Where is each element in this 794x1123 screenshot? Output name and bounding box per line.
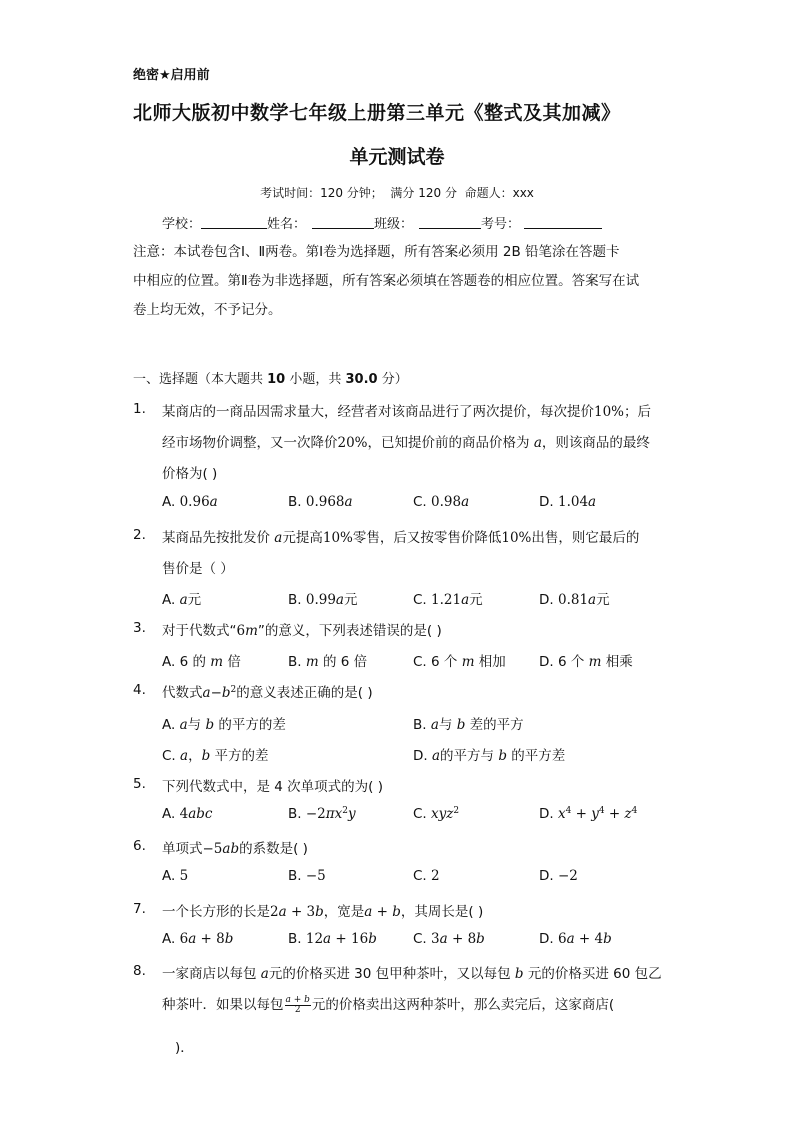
- math: +: [372, 904, 393, 920]
- math-var: a: [179, 717, 188, 733]
- option-text: C. 6 个: [413, 654, 462, 670]
- math-exponent: 4: [598, 806, 605, 816]
- option-text: A.: [162, 717, 180, 733]
- math-var: b: [315, 904, 324, 920]
- option-text: D. 6 个: [539, 654, 589, 670]
- question-number: 6.: [133, 838, 146, 854]
- math: 10%: [594, 404, 625, 420]
- option-value: 5: [179, 868, 189, 884]
- text: 元提高: [282, 530, 323, 546]
- math-var: a: [209, 494, 218, 510]
- option-d[interactable]: [539, 931, 612, 947]
- option-label: C.: [413, 806, 432, 822]
- math: + 8: [196, 931, 225, 947]
- option-text: 与: [187, 717, 206, 733]
- math-var: b: [368, 931, 377, 947]
- math-var: π: [325, 806, 335, 822]
- option-label: A.: [162, 494, 176, 510]
- option-value: 0.968: [305, 494, 345, 510]
- option-c[interactable]: [413, 931, 485, 947]
- question-text: [162, 993, 614, 1015]
- question-text: 下列代数式中，是 4 次单项式的为( ): [162, 779, 383, 795]
- math: −2: [305, 806, 326, 822]
- math-exponent: 2: [230, 685, 237, 695]
- notice-line: 注意：本试卷包含Ⅰ、Ⅱ两卷。第Ⅰ卷为选择题，所有答案必须用 2B 铅笔涂在答题卡: [133, 244, 620, 260]
- question-text: [162, 681, 373, 701]
- question-text: [162, 900, 483, 920]
- section-count: 10: [267, 372, 286, 387]
- option-d[interactable]: [539, 588, 610, 608]
- text: 一个长方形的长是: [162, 904, 270, 920]
- option-a[interactable]: [162, 806, 212, 822]
- option-b[interactable]: [288, 650, 367, 670]
- option-label: A.: [162, 806, 180, 822]
- text: 单项式: [162, 841, 203, 857]
- option-text: 相乘: [601, 654, 633, 670]
- math-var: a: [588, 592, 597, 608]
- option-label: D.: [539, 806, 558, 822]
- section-suffix: 分）: [377, 372, 408, 387]
- class-label: 班级：: [374, 217, 414, 232]
- notice-line: 中相应的位置。第Ⅱ卷为非选择题，所有答案必须填在答题卷的相应位置。答案写在试: [133, 273, 640, 289]
- option-label: D.: [539, 494, 554, 510]
- math-var: b: [498, 748, 507, 764]
- math-var: a: [278, 904, 287, 920]
- math-var: a: [323, 931, 332, 947]
- option-text: 的平方的差: [214, 717, 286, 733]
- school-label: 学校：: [162, 217, 202, 232]
- option-b[interactable]: [288, 931, 377, 947]
- option-value: 1.21: [431, 592, 462, 608]
- math-var: a: [179, 592, 188, 608]
- class-blank[interactable]: [419, 215, 481, 229]
- math-var: a: [461, 494, 470, 510]
- option-value: 0.98: [431, 494, 462, 510]
- option-value: 0.99: [305, 592, 336, 608]
- option-text: 差的平方: [465, 717, 524, 733]
- option-text: C.: [162, 748, 181, 764]
- option-text: 的 6 倍: [318, 654, 368, 670]
- math-var: a: [431, 748, 441, 764]
- math: 20%: [337, 435, 368, 451]
- exam-info: 考试时间：120 分钟； 满分 120 分 命题人：xxx: [260, 186, 534, 200]
- option-label: C.: [413, 592, 427, 608]
- math: 6: [557, 931, 567, 947]
- text: ”的意义，下列表述错误的是( ): [257, 623, 442, 639]
- math: + 16: [331, 931, 369, 947]
- option-value: −5: [305, 868, 326, 884]
- math: 10%: [501, 530, 532, 546]
- math-exponent: 4: [565, 806, 572, 816]
- section-middle: 小题，共: [285, 372, 346, 387]
- name-label: 姓名：: [267, 217, 307, 232]
- math-var: abc: [188, 806, 213, 822]
- option-label: B.: [288, 806, 306, 822]
- math-var: a: [344, 494, 353, 510]
- math: 2: [270, 904, 279, 920]
- question-text: [162, 962, 662, 982]
- option-a[interactable]: [162, 588, 201, 608]
- option-label: A.: [162, 868, 180, 884]
- option-text: D.: [413, 748, 432, 764]
- math-var: b: [603, 931, 612, 947]
- option-b[interactable]: [288, 494, 353, 510]
- question-text: [162, 619, 442, 639]
- math-var: x: [557, 806, 566, 822]
- text: 代数式: [162, 685, 203, 701]
- math-var: b: [224, 931, 234, 947]
- option-label: A.: [162, 931, 180, 947]
- option-label: D.: [539, 868, 558, 884]
- option-c[interactable]: [413, 494, 469, 510]
- math-var: m: [245, 623, 258, 639]
- option-value: 元: [187, 592, 202, 608]
- option-text: 的平方差: [507, 748, 566, 764]
- student-fields: [162, 213, 602, 232]
- math-var: y: [348, 806, 356, 822]
- math-var: a: [364, 904, 373, 920]
- option-label: D.: [539, 592, 554, 608]
- question-number: 5.: [133, 776, 146, 792]
- text: 元的价格卖出这两种茶叶，那么卖完后，这家商店(: [311, 997, 615, 1013]
- option-b[interactable]: [413, 713, 524, 733]
- math-exponent: 2: [453, 806, 460, 816]
- math-var: a: [335, 592, 344, 608]
- option-text: B.: [413, 717, 431, 733]
- math: + 3: [286, 904, 316, 920]
- math-exponent: 2: [342, 806, 348, 816]
- unit: 元: [343, 592, 358, 608]
- math-var: xyz: [431, 806, 454, 822]
- math-var: b: [201, 748, 211, 764]
- option-value: 0.81: [557, 592, 589, 608]
- text: ，其周长是( ): [400, 904, 484, 920]
- math: 6: [236, 623, 246, 639]
- option-text: 倍: [223, 654, 241, 670]
- option-b[interactable]: [288, 806, 356, 822]
- option-a[interactable]: [162, 650, 241, 670]
- option-text: 平方的差: [210, 748, 269, 764]
- option-value: 0.96: [179, 494, 210, 510]
- math: 4: [179, 806, 189, 822]
- option-value: 1.04: [557, 494, 589, 510]
- option-d[interactable]: [539, 868, 578, 884]
- option-a[interactable]: [162, 494, 218, 510]
- text: 的意义表述正确的是( ): [236, 685, 373, 701]
- option-value: 2: [431, 868, 440, 884]
- math-var: y: [591, 806, 599, 822]
- text: 元的价格买进 60 包乙: [523, 966, 662, 982]
- question-text: 价格为( ): [162, 466, 218, 482]
- math-exponent: 4: [631, 806, 638, 816]
- option-text: 与: [438, 717, 457, 733]
- notice-line: 卷上均无效，不予记分。: [133, 302, 282, 318]
- text: 的系数是( ): [239, 841, 308, 857]
- math-var: a: [461, 592, 470, 608]
- question-text: [162, 400, 651, 420]
- text: ，宽是: [323, 904, 365, 920]
- math: 12: [305, 931, 324, 947]
- option-d[interactable]: [539, 650, 633, 670]
- math: −: [210, 685, 222, 701]
- math-var: b: [476, 931, 485, 947]
- text: ，已知提价前的商品价格为: [367, 435, 534, 451]
- text: 一家商店以每包: [162, 966, 261, 982]
- option-label: C.: [413, 931, 432, 947]
- math-var: a: [188, 931, 197, 947]
- math-var: b: [392, 904, 401, 920]
- text: ，则该商品的最终: [541, 435, 650, 451]
- option-label: C.: [413, 494, 427, 510]
- question-number: 7.: [133, 901, 146, 917]
- option-text: A. 6 的: [162, 654, 211, 670]
- option-c[interactable]: [413, 650, 506, 670]
- math-var: b: [514, 966, 524, 982]
- secret-label: 绝密★启用前: [133, 68, 210, 83]
- option-label: B.: [288, 868, 306, 884]
- option-label: B.: [288, 592, 302, 608]
- question-text: [162, 431, 650, 451]
- option-d[interactable]: [539, 806, 637, 822]
- math-var: b: [205, 717, 215, 733]
- number-label: 考号：: [481, 217, 521, 232]
- question-text: [162, 837, 308, 857]
- option-text: 相加: [474, 654, 506, 670]
- math-var: b: [456, 717, 466, 733]
- option-a[interactable]: [162, 713, 286, 733]
- math: 10%: [322, 530, 353, 546]
- math: +: [604, 806, 625, 822]
- question-text: )．: [175, 1040, 194, 1056]
- math-var: a: [430, 717, 439, 733]
- math-var: m: [210, 654, 224, 670]
- section-heading: [133, 368, 408, 387]
- math-var: a: [274, 530, 283, 546]
- math-var: m: [588, 654, 602, 670]
- math-var: a: [439, 931, 448, 947]
- text: 种茶叶．如果以每包: [162, 997, 284, 1013]
- notice-block: [133, 238, 663, 325]
- math: 3: [431, 931, 440, 947]
- math: +: [571, 806, 592, 822]
- math: 6: [179, 931, 189, 947]
- exam-subtitle: 单元测试卷: [349, 146, 445, 168]
- text: 出售，则它最后的: [531, 530, 640, 546]
- question-number: 3.: [133, 620, 146, 636]
- question-text: 售价是（ ）: [162, 561, 234, 577]
- option-label: A.: [162, 592, 176, 608]
- math-var: a: [202, 685, 211, 701]
- option-b[interactable]: [288, 868, 326, 884]
- math-var: m: [305, 654, 319, 670]
- question-number: 4.: [133, 682, 146, 698]
- text: 某商品先按批发价: [162, 530, 275, 546]
- question-number: 2.: [133, 527, 146, 543]
- option-b[interactable]: [288, 588, 357, 608]
- school-blank[interactable]: [201, 215, 267, 229]
- option-value: −2: [557, 868, 578, 884]
- section-score: 30.0: [345, 372, 378, 387]
- unit: 元: [596, 592, 610, 608]
- option-d[interactable]: [539, 494, 596, 510]
- unit: 元: [469, 592, 483, 608]
- math: + 8: [447, 931, 477, 947]
- option-label: C.: [413, 868, 432, 884]
- math-var: m: [461, 654, 475, 670]
- question-text: [162, 526, 639, 546]
- math-var: a: [180, 748, 189, 764]
- option-text: 的平方与: [440, 748, 499, 764]
- fraction-numerator: a + b: [285, 994, 310, 1005]
- option-text: B.: [288, 654, 306, 670]
- math-var: a: [566, 931, 575, 947]
- math-var: a: [260, 966, 269, 982]
- option-d[interactable]: [413, 744, 565, 764]
- option-c[interactable]: [413, 588, 483, 608]
- option-c[interactable]: [413, 868, 440, 884]
- math-var: a: [533, 435, 542, 451]
- option-a[interactable]: [162, 931, 233, 947]
- question-number: 1.: [133, 401, 146, 417]
- math-var: ab: [222, 841, 240, 857]
- fraction: [285, 996, 311, 1015]
- section-prefix: 一、选择题（本大题共: [133, 372, 268, 387]
- name-blank[interactable]: [312, 215, 374, 229]
- math-var: x: [334, 806, 343, 822]
- text: 某商店的一商品因需求量大，经营者对该商品进行了两次提价，每次提价: [162, 404, 594, 420]
- math-var: a: [588, 494, 597, 510]
- option-label: B.: [288, 494, 302, 510]
- text: 经市场物价调整，又一次降价: [162, 435, 338, 451]
- text: ；后: [624, 404, 652, 420]
- math: −5: [202, 841, 223, 857]
- math-var: b: [221, 685, 231, 701]
- math-var: z: [624, 806, 632, 822]
- option-text: ，: [188, 748, 202, 764]
- option-a[interactable]: [162, 868, 188, 884]
- math: + 4: [574, 931, 604, 947]
- option-label: D.: [539, 931, 558, 947]
- option-c[interactable]: [413, 806, 459, 822]
- option-label: B.: [288, 931, 306, 947]
- text: 零售，后又按零售价降低: [352, 530, 502, 546]
- number-blank[interactable]: [524, 215, 602, 229]
- fraction-denominator: 2: [294, 1004, 301, 1015]
- text: 元的价格买进 30 包甲种茶叶，又以每包: [268, 966, 515, 982]
- option-c[interactable]: [162, 744, 269, 764]
- text: 对于代数式“: [162, 623, 237, 639]
- exam-title: 北师大版初中数学七年级上册第三单元《整式及其加减》: [133, 102, 621, 124]
- question-number: 8.: [133, 963, 146, 979]
